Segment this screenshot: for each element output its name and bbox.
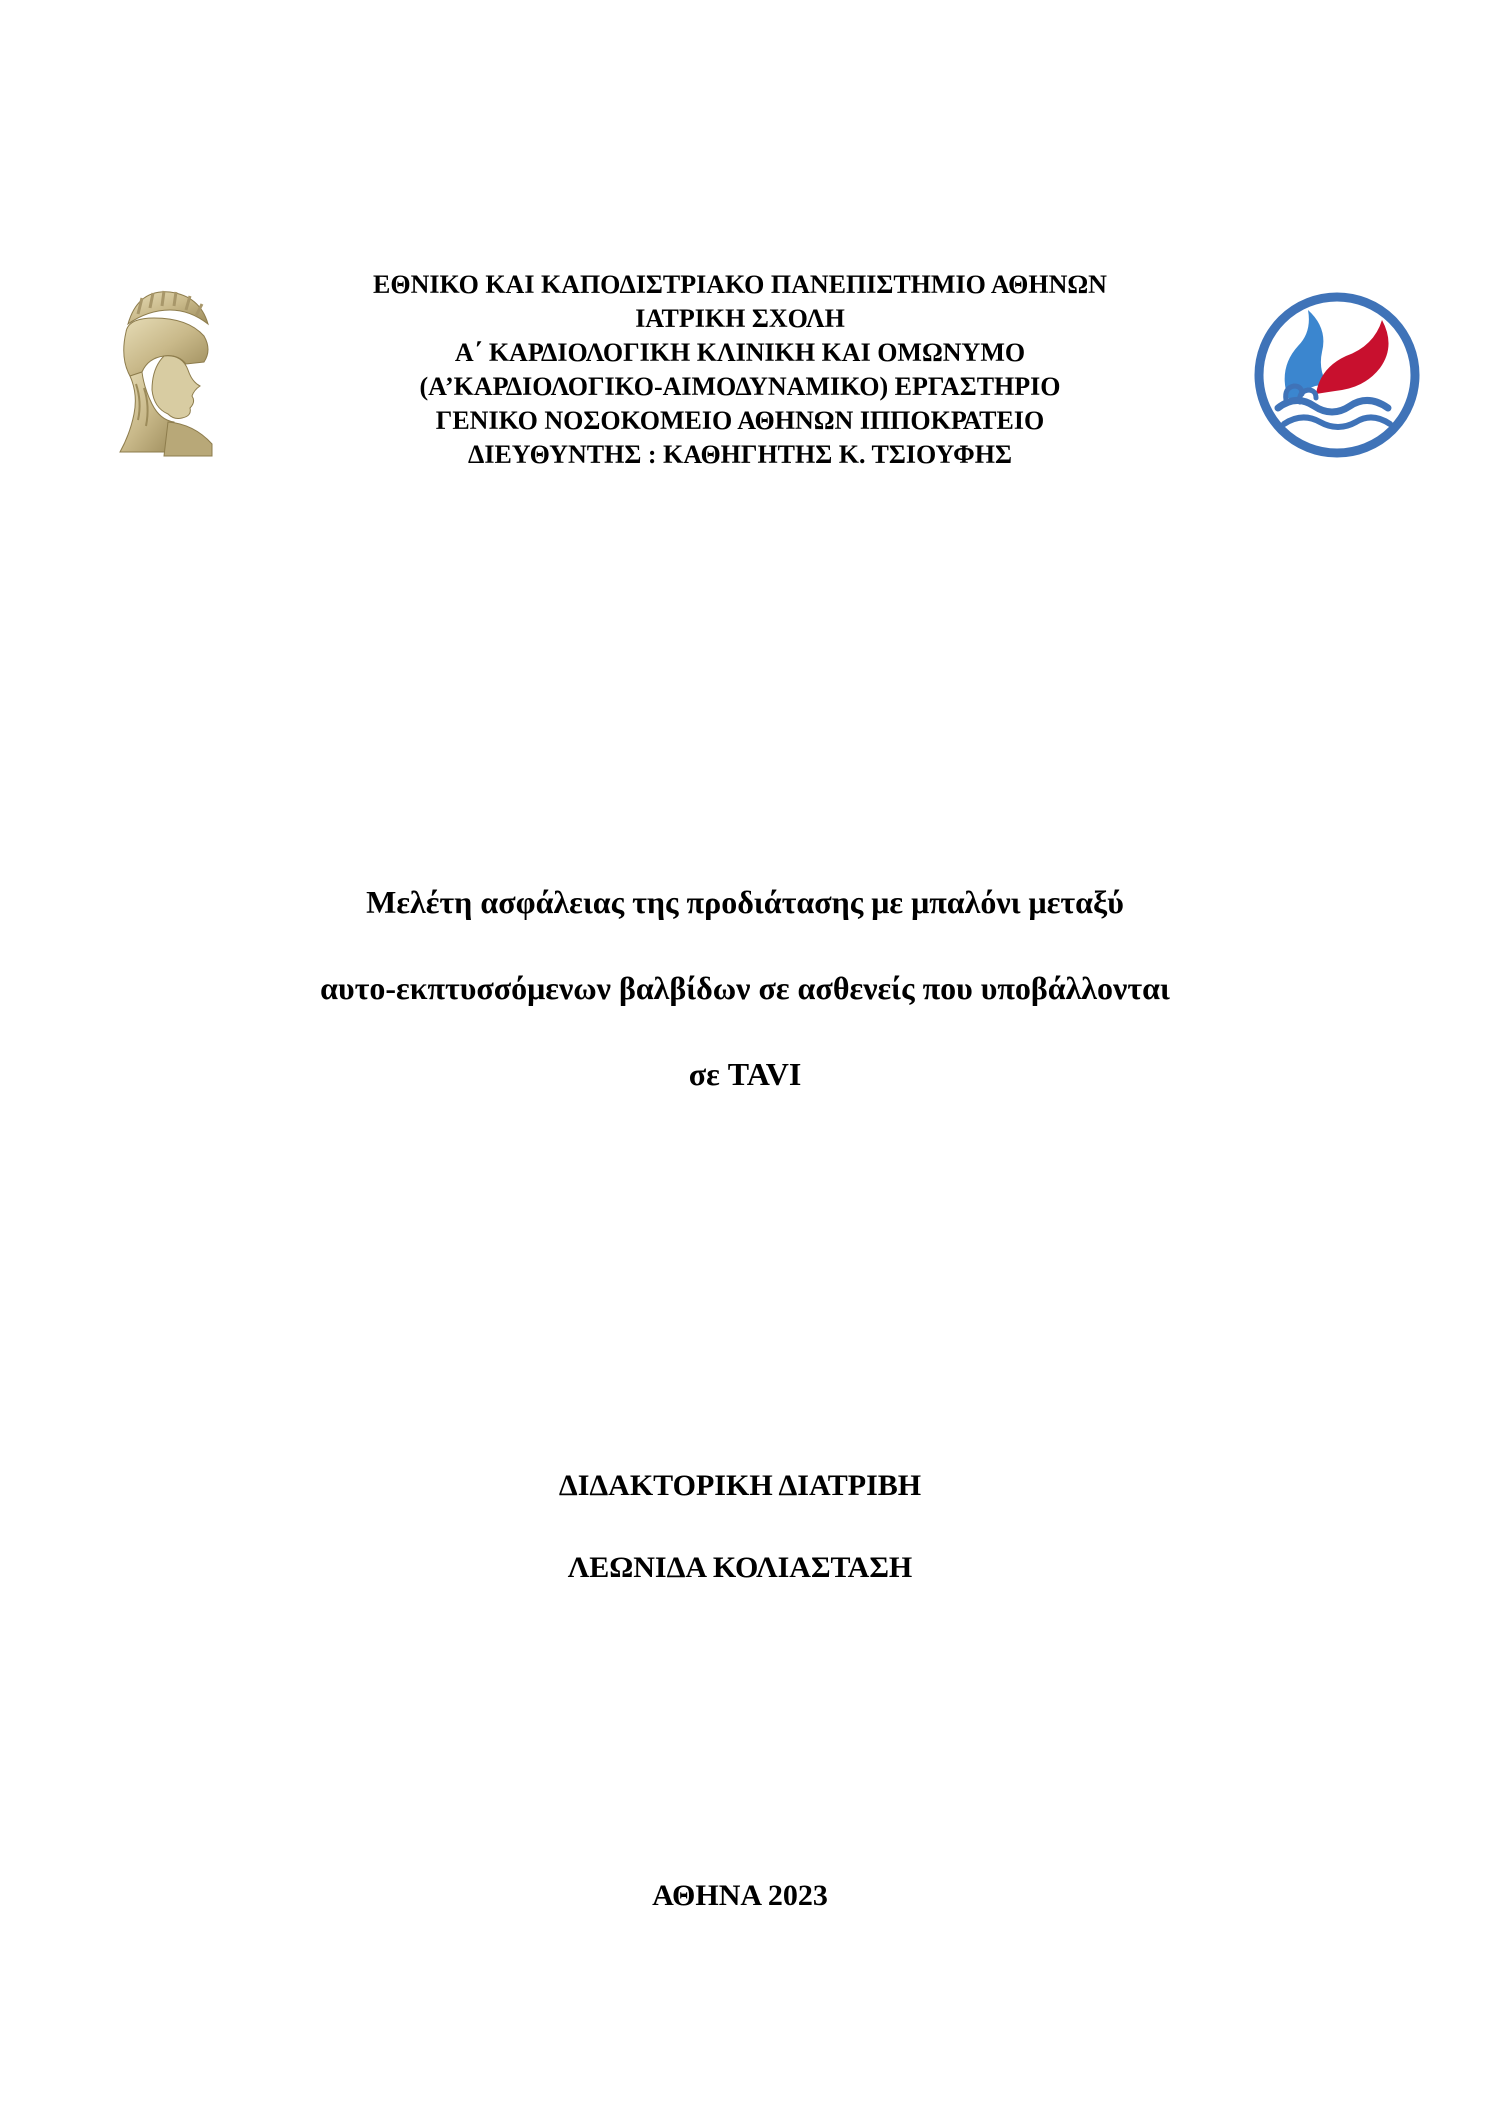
header-clinic: Α΄ ΚΑΡΔΙΟΛΟΓΙΚΗ ΚΛΙΝΙΚΗ ΚΑΙ ΟΜΩΝΥΜΟ <box>454 338 1026 367</box>
header-laboratory: (Α’ΚΑΡΔΙΟΛΟΓΙΚΟ-ΑΙΜΟΔΥΝΑΜΙΚΟ) ΕΡΓΑΣΤΗΡΙΟ <box>419 372 1061 401</box>
thesis-type-label: ΔΙΔΑΚΤΟΡΙΚΗ ΔΙΑΤΡΙΒΗ <box>558 1469 922 1502</box>
university-logo <box>108 284 226 460</box>
header-university: ΕΘΝΙΚΟ ΚΑΙ ΚΑΠΟΔΙΣΤΡΙΑΚΟ ΠΑΝΕΠΙΣΤΗΜΙΟ ΑΘΗΝΩΝ <box>373 270 1107 299</box>
institution-header <box>240 268 1240 472</box>
thesis-title-line-2: αυτο-εκπτυσσόμενων βαλβίδων σε ασθενείς που υποβάλλονται <box>320 970 1170 1006</box>
header-school: ΙΑΤΡΙΚΗ ΣΧΟΛΗ <box>635 304 845 333</box>
hippokrateio-flame-wave-icon <box>1250 290 1424 460</box>
header-director: ΔΙΕΥΘΥΝΤΗΣ : ΚΑΘΗΓΗΤΗΣ Κ. ΤΣΙΟΥΦΗΣ <box>468 440 1012 469</box>
athena-helmet-icon <box>108 284 226 460</box>
place-and-year: ΑΘΗΝΑ 2023 <box>652 1879 828 1912</box>
thesis-title <box>150 880 1340 1138</box>
author-name: ΛΕΩΝΙΔΑ ΚΟΛΙΑΣΤΑΣΗ <box>567 1551 913 1584</box>
header-hospital: ΓΕΝΙΚΟ ΝΟΣΟΚΟΜΕΙΟ ΑΘΗΝΩΝ ΙΠΠΟΚΡΑΤΕΙΟ <box>435 406 1045 435</box>
thesis-title-line-1: Μελέτη ασφάλειας της προδιάτασης με μπαλόνι μεταξύ <box>366 884 1124 920</box>
hospital-logo <box>1250 290 1424 460</box>
thesis-title-line-3: σε TAVI <box>688 1056 802 1092</box>
